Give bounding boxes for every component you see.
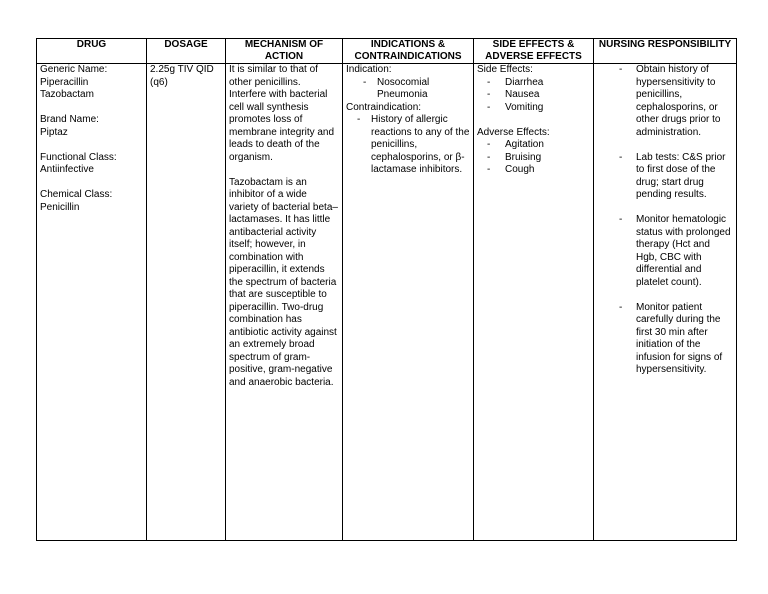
side-effects-list <box>477 77 590 115</box>
brand-name-label: Brand Name: <box>40 114 99 125</box>
contraindication-label: Contraindication: <box>346 101 422 113</box>
dash-marker: - <box>487 101 491 113</box>
dash-marker: - <box>487 139 491 150</box>
indication-list <box>346 77 470 102</box>
indication-text: Nosocomial Pneumonia <box>377 76 430 100</box>
side-effects-label: Side Effects: <box>477 64 533 75</box>
dash-marker: - <box>357 114 361 125</box>
side-effect-item <box>477 102 590 115</box>
indications-cell <box>343 64 474 541</box>
generic-name-label: Generic Name: <box>40 64 108 75</box>
dash-marker: - <box>487 89 491 100</box>
effects-cell <box>474 64 594 541</box>
contraindication-list <box>346 114 470 177</box>
nursing-text: Lab tests: C&S prior to first dose of the drug; start drug pending results. <box>636 151 726 200</box>
side-effect-item <box>477 89 590 102</box>
dosage-value: 2.25g TIV QID (q6) <box>150 64 214 88</box>
header-mechanism: MECHANISM OF ACTION <box>226 39 343 64</box>
side-effect-item <box>477 77 590 90</box>
chemical-class-label: Chemical Class: <box>40 189 113 200</box>
mechanism-paragraph-1: It is similar to that of other penicillins. Interfere with bacterial cell wall synthesis promotes loss of membrane integrity and leads to death of the organism. <box>229 64 335 163</box>
functional-class-value: Antiinfective <box>40 164 94 175</box>
brand-name-value: Piptaz <box>40 126 68 138</box>
header-effects: SIDE EFFECTS & ADVERSE EFFECTS <box>474 39 594 64</box>
dash-marker: - <box>619 64 623 75</box>
adverse-effect-text: Agitation <box>505 139 544 150</box>
header-indications: INDICATIONS & CONTRAINDICATIONS <box>343 39 474 64</box>
drug-row <box>37 64 737 541</box>
dash-marker: - <box>619 214 623 225</box>
nursing-text: Obtain history of hypersensitivity to penicillins, cephalosporins, or other drugs prior to administration. <box>636 64 721 138</box>
nursing-list <box>597 64 733 377</box>
dash-marker: - <box>619 301 623 313</box>
nursing-item <box>597 152 733 202</box>
adverse-effects-list <box>477 139 590 177</box>
chemical-class-value: Penicillin <box>40 201 80 213</box>
mechanism-paragraph-2: Tazobactam is an inhibitor of a wide variety of bacterial beta–lactamases. It has little antibacterial activity itself; however, in combination with piperacillin, it extends the spectrum of bacteria that are susceptible to piperacillin. Two-drug combination has antibiotic activity against an extremely broad spectrum of gram-positive, gram-negative and anaerobic bacteria. <box>229 176 338 388</box>
side-effect-text: Vomiting <box>505 101 544 113</box>
nursing-text: Monitor hematologic status with prolonged therapy (Hct and Hgb, CBC with differential and platelet count). <box>636 214 731 288</box>
side-effect-text: Nausea <box>505 89 540 100</box>
nursing-text: Monitor patient carefully during the first 30 min after initiation of the infusion for signs of hypersensitivity. <box>636 301 723 375</box>
adverse-effect-item <box>477 139 590 152</box>
nursing-item <box>597 64 733 139</box>
dosage-cell <box>147 64 226 541</box>
side-effect-text: Diarrhea <box>505 76 544 88</box>
dash-marker: - <box>619 151 623 163</box>
header-nursing: NURSING RESPONSIBILITY <box>594 39 737 64</box>
drug-cell <box>37 64 147 541</box>
dash-marker: - <box>363 76 367 88</box>
adverse-effects-label: Adverse Effects: <box>477 126 550 138</box>
adverse-effect-item <box>477 152 590 165</box>
nursing-cell <box>594 64 737 541</box>
adverse-effect-text: Bruising <box>505 151 542 163</box>
contraindication-item <box>346 114 470 177</box>
contraindication-text: History of allergic reactions to any of the penicillins, cephalosporins, or β-lactamase inhibitors. <box>371 114 470 175</box>
functional-class-label: Functional Class: <box>40 151 117 163</box>
indication-label: Indication: <box>346 64 392 75</box>
generic-name-value: Piperacillin Tazobactam <box>40 76 94 100</box>
header-row <box>37 39 737 64</box>
dash-marker: - <box>487 151 491 163</box>
drug-study-table <box>36 38 737 541</box>
nursing-item <box>597 302 733 377</box>
dash-marker: - <box>487 76 491 88</box>
adverse-effect-text: Cough <box>505 164 535 175</box>
dash-marker: - <box>487 164 491 175</box>
header-dosage: DOSAGE <box>147 39 226 64</box>
nursing-item <box>597 214 733 289</box>
indication-item <box>346 77 470 102</box>
mechanism-cell <box>226 64 343 541</box>
header-drug: DRUG <box>37 39 147 64</box>
adverse-effect-item <box>477 164 590 177</box>
